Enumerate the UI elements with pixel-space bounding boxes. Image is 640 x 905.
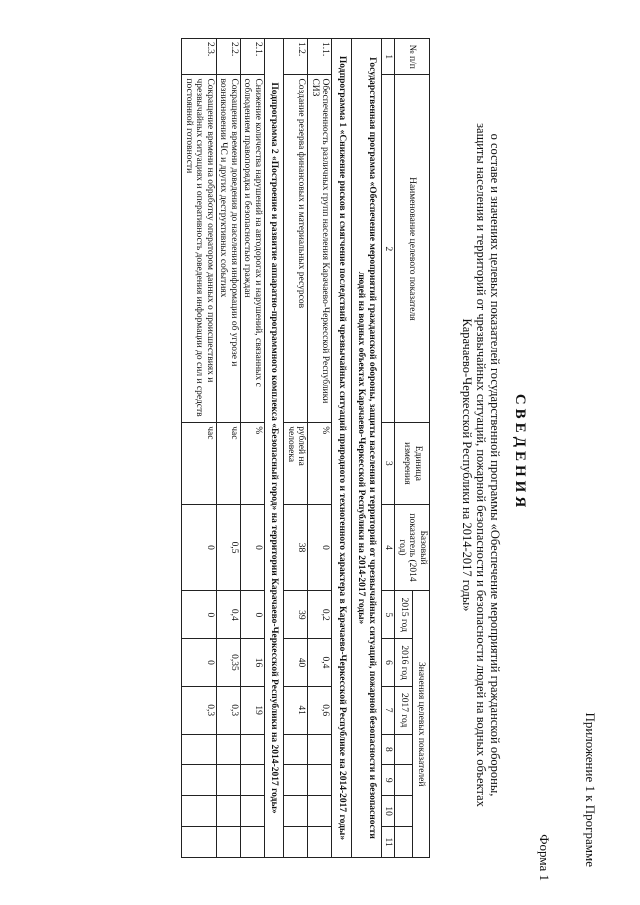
program-title-row [352,39,382,858]
row-num: 2.2. [217,39,241,75]
col-header-empty [395,734,412,765]
column-number: 11 [382,827,396,858]
column-number: 1 [382,39,396,75]
row-unit: час [217,423,241,504]
column-number: 9 [382,765,396,796]
subprogram-2-title: Подпрограмма 2 «Построение и развитие аппаратно-программного комплекса «Безопасный город» на территории Карачаево-Черкесской Республики на 2014-2017 годы» [265,39,285,858]
col-header-values-group: Значения целевых показателей [412,591,429,858]
row-2016: 0 [182,639,217,687]
table-row [182,39,217,858]
row-empty-cell [284,734,308,765]
col-header-2015: 2015 год [395,591,412,639]
column-number: 8 [382,734,396,765]
row-base: 0 [308,504,332,591]
row-num: 1.1. [308,39,332,75]
column-number: 4 [382,504,396,591]
row-name: Сокращение времени на обработку оператором данных о происшествиях и чрезвычайных ситуациях и оперативность доведения информации до сил и средств постоянной готовности [182,75,217,423]
col-header-empty [395,796,412,827]
document-heading: СВЕДЕНИЯ [512,393,528,512]
row-base: 0 [241,504,265,591]
row-empty-cell [284,765,308,796]
row-empty-cell [308,796,332,827]
row-empty-cell [182,827,217,858]
row-base: 0,5 [217,504,241,591]
row-base: 0 [182,504,217,591]
row-2017: 0,3 [217,686,241,734]
row-2015: 0 [241,591,265,639]
attachment-label: Приложение 1 к Программе [583,712,598,867]
row-unit: % [308,423,332,504]
row-2017: 0,6 [308,686,332,734]
col-header-2016: 2016 год [395,639,412,687]
row-empty-cell [308,827,332,858]
column-number: 5 [382,591,396,639]
column-number: 3 [382,423,396,504]
row-empty-cell [241,827,265,858]
table-row [217,39,241,858]
col-header-base: Базовый показатель (2014 год) [395,504,430,591]
row-name: Сокращение времени доведения до населения информации об угрозе и возникновении ЧС и других деструктивных событиях [217,75,241,423]
col-header-2017: 2017 год [395,686,412,734]
row-empty-cell [217,765,241,796]
col-header-num: № п/п [395,39,430,75]
col-header-empty [395,827,412,858]
subprogram-1-title: Подпрограмма 1 «Снижение рисков и смягчение последствий чрезвычайных ситуаций природного и техногенного характера в Карачаево-Черкесской Республике на 2014-2017 годы» [332,39,352,858]
column-number: 7 [382,686,396,734]
row-unit: % [241,423,265,504]
row-unit: час [182,423,217,504]
row-2015: 0,4 [217,591,241,639]
row-empty-cell [217,827,241,858]
row-2016: 0,4 [308,639,332,687]
table-row [308,39,332,858]
row-2017: 0,3 [182,686,217,734]
row-empty-cell [217,734,241,765]
row-name: Снижение количества нарушений на автодорогах и нарушений, связанных с соблюдением правопорядка и безопасностью граждан [241,75,265,423]
row-base: 38 [284,504,308,591]
row-2015: 0 [182,591,217,639]
row-num: 1.2. [284,39,308,75]
row-empty-cell [308,734,332,765]
row-2017: 41 [284,686,308,734]
row-empty-cell [241,765,265,796]
row-empty-cell [284,827,308,858]
row-2016: 40 [284,639,308,687]
column-number: 10 [382,796,396,827]
row-name: Обеспеченность различных групп населения Карачаево-Черкесской Республики СИЗ [308,75,332,423]
row-num: 2.3. [182,39,217,75]
row-2015: 0,2 [308,591,332,639]
row-empty-cell [284,796,308,827]
row-empty-cell [182,765,217,796]
column-number: 6 [382,639,396,687]
row-empty-cell [217,796,241,827]
col-header-unit: Единица измерения [395,423,430,504]
col-header-name: Наименование целевого показателя [395,75,430,423]
row-empty-cell [182,796,217,827]
subprogram-2-title-row [265,39,285,858]
row-empty-cell [182,734,217,765]
row-2017: 19 [241,686,265,734]
row-2016: 0,35 [217,639,241,687]
row-name: Создание резерва финансовых и материальных ресурсов [284,75,308,423]
row-2015: 39 [284,591,308,639]
row-num: 2.1. [241,39,265,75]
column-numbers-row [382,39,396,858]
program-title: Государственная программа «Обеспечение мероприятий гражданской обороны, защиты населения и территорий от чрезвычайных ситуаций, пожарной безопасности и безопасности людей на водных объектах Карачаево-Черкесской Республики на 2014-2017 годы» [352,39,382,858]
row-unit: рублей на человека [284,423,308,504]
column-number: 2 [382,75,396,423]
table-row [241,39,265,858]
table-row [284,39,308,858]
row-empty-cell [308,765,332,796]
form-label: Форма 1 [537,834,552,881]
indicators-table [182,38,431,858]
row-empty-cell [241,734,265,765]
row-2016: 16 [241,639,265,687]
row-empty-cell [241,796,265,827]
col-header-empty [395,765,412,796]
subprogram-1-title-row [332,39,352,858]
document-subtitle: о составе и значениях целевых показателей государственной программы «Обеспечение мероприятий гражданской обороны, защиты населения и территорий от чрезвычайных ситуаций, пожарной безопасности и безопасности людей на водных объектах Карачаево-Черкесской Республики на 2014-2017 годы» [460,123,502,807]
